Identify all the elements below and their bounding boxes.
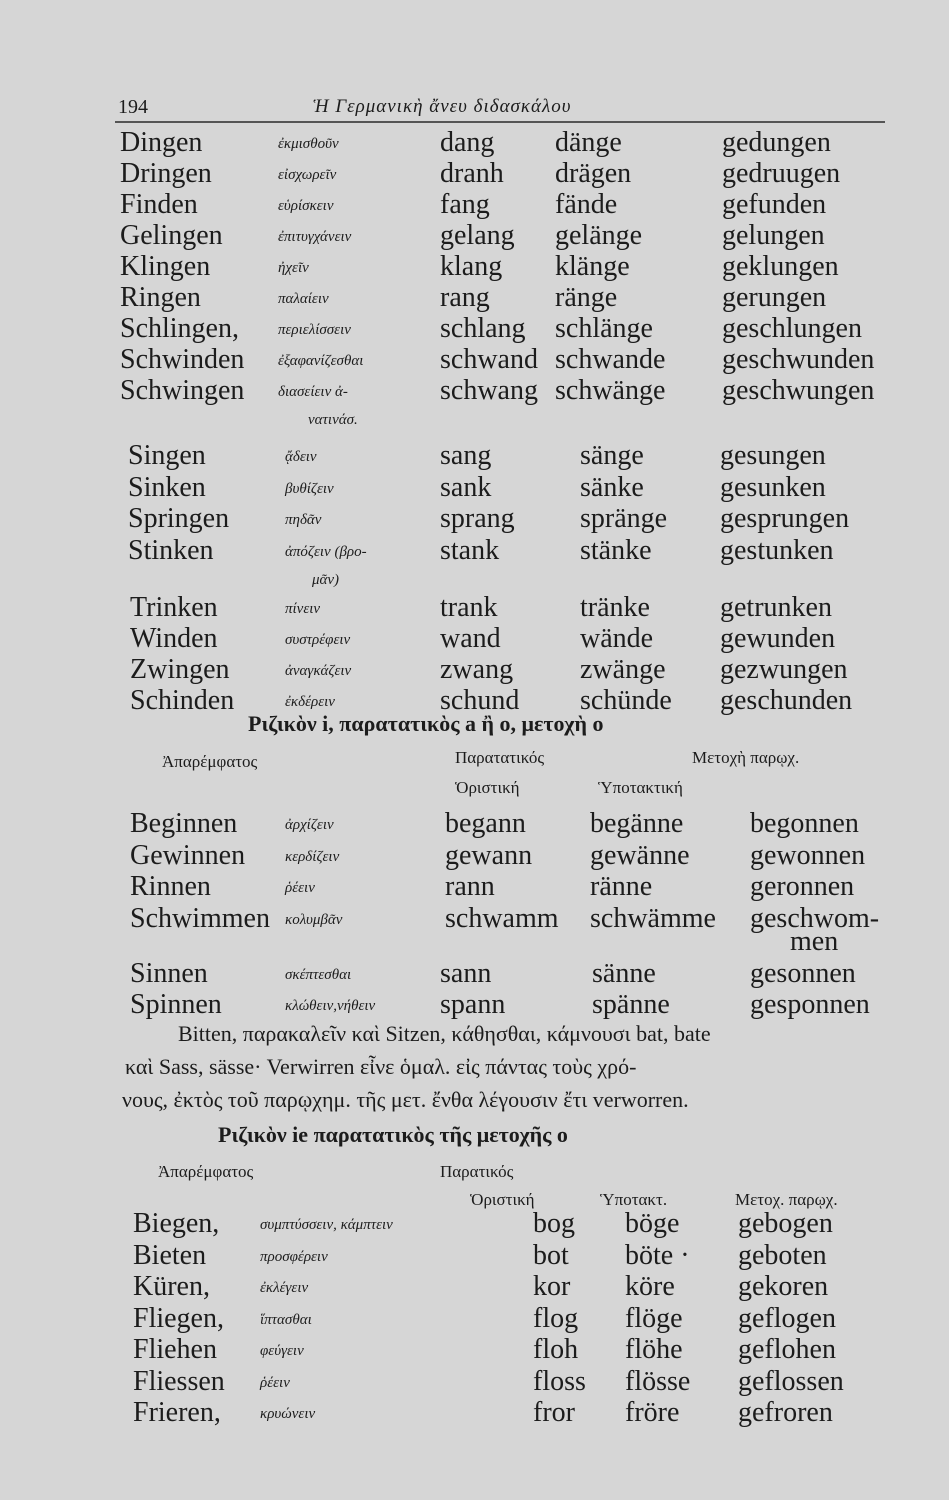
paragraph-line-2: καὶ Sass, sässe· Verwirren εἶνε ὁμαλ. εἰς πάντας τοὺς χρό- [125,1054,637,1079]
greek-meaning: ἐξαφανίζεσθαι [278,353,364,369]
subjunctive-form: sänne [592,958,656,989]
subjunctive-form: stänke [580,534,652,566]
subjunctive-form: fände [555,189,618,220]
subjunctive-form: böge [625,1208,680,1239]
greek-meaning: πηδᾶν [285,512,322,528]
past-form: sann [440,958,492,989]
past-form: floh [533,1334,579,1365]
greek-meaning: ᾄδειν [285,449,317,465]
german-verb: Dringen [120,158,212,189]
subjunctive-form: dänge [555,127,622,158]
participle-form: gedruugen [722,158,841,189]
subjunctive-form: fröre [625,1397,680,1428]
past-form: bot [533,1239,569,1271]
greek-meaning: συμπτύσσειν, κάμπτειν [260,1217,393,1233]
participle-form: gesunken [720,471,826,503]
greek-meaning: παλαίειν [278,291,329,307]
participle-form: geschwungen [722,375,875,406]
german-verb: Fliessen [133,1365,225,1397]
past-form: spann [440,989,506,1020]
german-verb: Fliehen [133,1334,217,1365]
greek-meaning: προσφέρειν [260,1248,328,1265]
colhead2-past: Παρατατικός [455,748,545,767]
subjunctive-form: flöge [625,1302,683,1334]
german-verb: Frieren, [133,1397,221,1428]
greek-meaning: ῥέειν [285,880,315,896]
subjunctive-form: sänke [580,471,644,503]
subjunctive-form: schwänge [555,375,666,406]
greek-meaning: ἀπόζειν (βρο- [285,543,367,560]
table1b-continuation: μᾶν) [312,572,340,588]
past-form: rang [440,282,490,313]
past-form: schlang [440,313,526,344]
past-form: begann [445,808,526,839]
past-form: sang [440,440,492,471]
colhead2-infinitive: Ἀπαρέμφατος [162,752,258,771]
colhead3-subjunctive: Ὑποτακτ. [600,1190,668,1209]
past-form: dang [440,127,495,158]
colhead3-past: Παρατικός [440,1162,514,1181]
colhead3-participle: Μετοχ. παρῳχ. [735,1190,838,1209]
subjunctive-form: ränne [590,871,653,902]
subjunctive-form: spränge [580,503,668,534]
greek-meaning: ῥέειν [260,1374,290,1391]
subjunctive-form: flöhe [625,1334,683,1365]
participle-form: geschwom- [750,902,880,934]
past-form: fror [533,1397,575,1428]
past-form: sprang [440,503,515,534]
subjunctive-form: gelänge [555,220,643,251]
subjunctive-form: spänne [592,989,670,1020]
greek-meaning: φεύγειν [260,1343,304,1359]
participle-form: getrunken [720,592,832,623]
greek-meaning: συστρέφειν [285,632,351,648]
greek-meaning: ἵπτασθαι [260,1311,312,1328]
subjunctive-form: begänne [590,808,684,839]
greek-meaning: διασείειν ἀ- [278,384,348,400]
subjunctive-form: köre [625,1271,675,1302]
german-verb: Ringen [120,282,201,313]
greek-meaning: ἐκδέρειν [285,694,335,710]
german-verb: Gewinnen [130,839,246,871]
past-form: klang [440,251,503,282]
greek-meaning: εὑρίσκειν [278,198,334,214]
greek-meaning: σκέπτεσθαι [285,967,352,983]
participle-form: gerungen [722,282,827,313]
subjunctive-form: flösse [625,1365,691,1397]
participle-form: gebogen [738,1208,833,1239]
subjunctive-form: schlänge [555,313,653,344]
subjunctive-form: ränge [555,282,618,313]
german-verb: Sinken [128,471,206,503]
past-form: fang [440,189,490,220]
past-form: dranh [440,158,504,189]
subjunctive-form: schünde [580,685,672,716]
participle-form: gesprungen [720,503,850,534]
participle-form: gesonnen [750,958,856,989]
past-form: gewann [445,839,533,871]
participle-form: gezwungen [720,654,848,685]
subjunctive-form: drägen [555,158,632,189]
greek-meaning: ἀρχίζειν [285,817,334,833]
participle-form: gestunken [720,534,834,566]
greek-meaning: κολυμβᾶν [285,911,343,928]
german-verb: Trinken [130,592,218,623]
participle-form: geboten [738,1239,827,1271]
greek-meaning: εἰσχωρεῖν [278,167,337,183]
german-verb: Schlingen, [120,313,239,344]
participle-form: gedungen [722,127,831,158]
greek-meaning: κρυώνειν [260,1406,316,1422]
participle-form: gefunden [722,189,827,220]
colhead2-indicative: Ὁριστική [455,778,520,797]
header-rule [115,121,885,123]
german-verb: Spinnen [130,989,222,1020]
greek-meaning: ἐπιτυγχάνειν [278,229,352,245]
participle-form: gefroren [738,1397,833,1428]
greek-meaning: ἐκλέγειν [260,1280,309,1296]
participle-form: gewunden [720,623,836,654]
colhead2-participle: Μετοχὴ παρῳχ. [692,748,800,767]
past-form: schwamm [445,902,559,934]
greek-meaning: ἐκμισθοῦν [278,136,339,152]
german-verb: Winden [130,623,218,654]
participle-form: geschwunden [722,344,875,375]
german-verb: Schwingen [120,375,245,406]
paragraph-line-1: Bitten, παρακαλεῖν καὶ Sitzen, κάθησθαι, κάμνουσι bat, bate [178,1021,711,1046]
german-verb: Finden [120,189,198,220]
german-verb: Singen [128,440,206,471]
colhead2-subjunctive: Ὑποτακτική [598,778,683,797]
past-form: gelang [440,220,515,251]
subjunctive-form: sänge [580,440,644,471]
german-verb: Springen [128,503,230,534]
german-verb: Biegen, [133,1208,220,1239]
german-verb: Gelingen [120,220,223,251]
past-form: zwang [440,654,514,685]
participle-form: geschunden [720,685,853,716]
participle-form: geflohen [738,1334,836,1365]
subjunctive-form: wände [580,623,654,654]
german-verb: Küren, [133,1271,210,1302]
participle-form: geflogen [738,1302,836,1334]
participle-form: gekoren [738,1271,829,1302]
german-verb: Stinken [128,534,214,566]
section-heading-2: Ριζικὸν i, παρατατικὸς a ἢ o, μετοχὴ o [248,711,604,736]
german-verb: Fliegen, [133,1302,224,1334]
german-verb: Rinnen [130,871,211,902]
greek-meaning: ἠχεῖν [278,260,309,276]
participle-form: geklungen [722,251,839,282]
german-verb: Bieten [133,1239,207,1271]
subjunctive-form: gewänne [590,839,690,871]
past-form: floss [533,1365,586,1397]
participle-form: gesponnen [750,989,870,1020]
past-form: sank [440,471,492,503]
german-verb: Schwinden [120,344,245,375]
past-form: kor [533,1271,571,1302]
subjunctive-form: schwande [555,344,666,375]
participle-form: gelungen [722,220,825,251]
german-verb: Sinnen [130,958,208,989]
greek-meaning: κερδίζειν [285,848,340,865]
participle-form: geronnen [750,871,855,902]
page-header [118,96,878,124]
subjunctive-form: klänge [555,251,630,282]
german-verb: Beginnen [130,808,238,839]
subjunctive-form: böte · [625,1239,690,1271]
past-form: trank [440,592,498,623]
table1-continuation: νατινάσ. [308,412,358,428]
colhead3-infinitive: Ἀπαρέμφατος [158,1162,254,1181]
german-verb: Schwimmen [130,902,270,934]
greek-meaning: βυθίζειν [285,480,334,497]
subjunctive-form: tränke [580,592,650,623]
german-verb: Zwingen [130,654,230,685]
past-form: schwand [440,344,538,375]
greek-meaning: κλώθειν,νήθειν [285,998,376,1014]
page-number: 194 [118,96,148,118]
past-form: schwang [440,375,538,406]
table2-continuation: men [790,926,839,957]
german-verb: Klingen [120,251,211,282]
past-form: rann [445,871,495,902]
greek-meaning: περιελίσσειν [278,322,351,338]
colhead3-indicative: Ὁριστική [470,1190,535,1209]
participle-form: begonnen [750,808,859,839]
participle-form: gesungen [720,440,826,471]
running-title: Ἡ Γερμανικὴ ἄνευ διδασκάλου [313,96,572,117]
participle-form: gewonnen [750,839,866,871]
past-form: stank [440,534,500,566]
german-verb: Dingen [120,127,203,158]
paragraph-line-3: νους, ἐκτὸς τοῦ παρῳχημ. τῆς μετ. ἔνθα λέγουσιν ἔτι verworren. [122,1087,689,1112]
participle-form: geschlungen [722,313,862,344]
greek-meaning: πίνειν [285,601,321,617]
german-verb: Schinden [130,685,235,716]
past-form: flog [533,1302,579,1334]
past-form: schund [440,685,520,716]
section-heading-3: Ριζικὸν ie παρατατικὸς τῆς μετοχῆς o [218,1122,568,1147]
greek-meaning: ἀναγκάζειν [285,663,352,679]
past-form: bog [533,1208,575,1239]
past-form: wand [440,623,501,654]
participle-form: geflossen [738,1365,844,1397]
subjunctive-form: schwämme [590,902,716,934]
subjunctive-form: zwänge [580,654,666,685]
